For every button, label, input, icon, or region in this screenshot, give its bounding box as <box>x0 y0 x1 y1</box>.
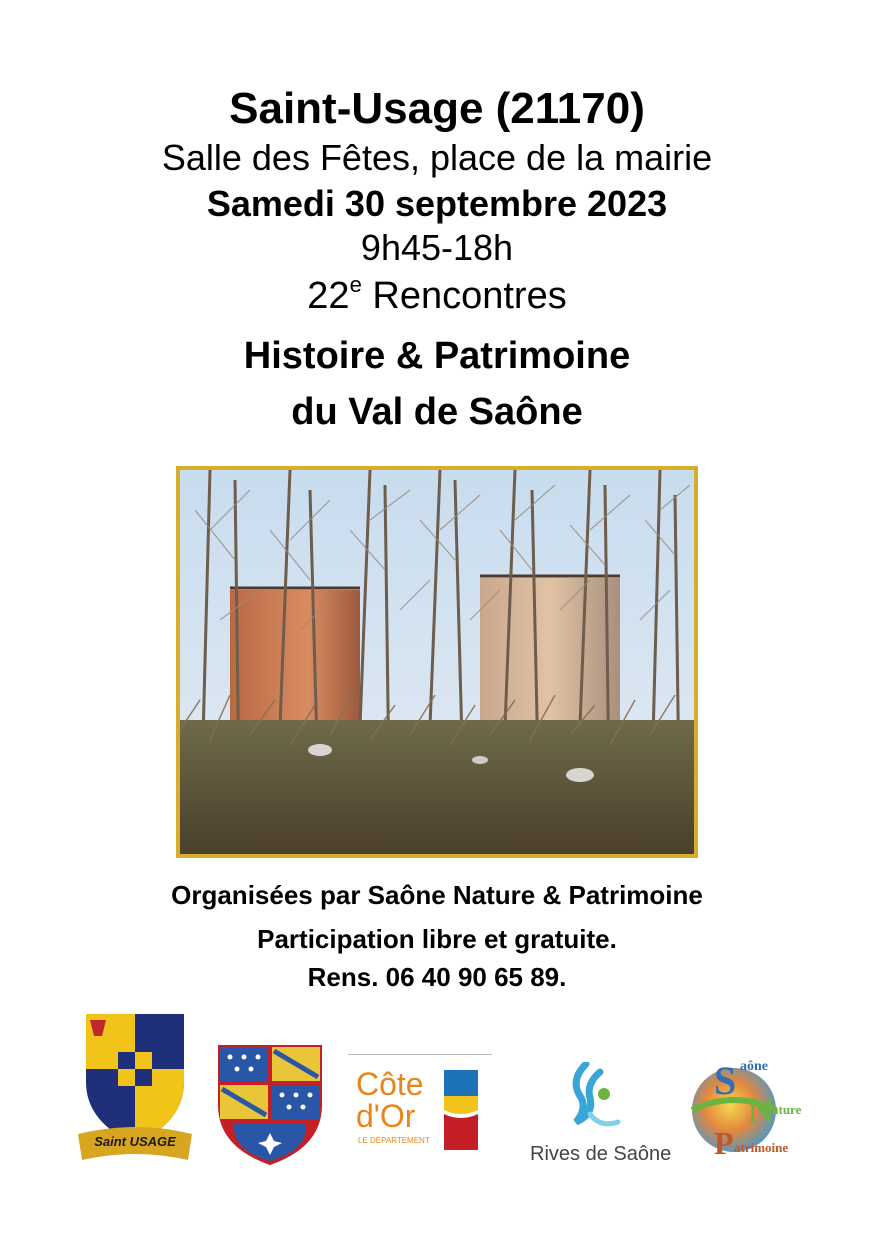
hours-line: 9h45-18h <box>360 227 514 268</box>
contact-line: Rens. 06 40 90 65 89. <box>307 962 567 992</box>
rives-de-saone-label: Rives de Saône <box>530 1143 672 1165</box>
edition-line <box>0 272 874 320</box>
event-title-line1: Histoire & Patrimoine <box>243 335 631 377</box>
participation-line: Participation libre et gratuite. <box>257 924 617 954</box>
event-title-line2: du Val de Saône <box>291 391 583 433</box>
cote-dor-flag-icon <box>444 1070 478 1150</box>
date-line: Samedi 30 septembre 2023 <box>206 183 668 224</box>
snp-n-letter: N <box>748 1090 774 1130</box>
cote-dor-logo <box>348 1054 492 1158</box>
cote-dor-subtitle: LE DÉPARTEMENT <box>358 1136 430 1145</box>
snp-saone-text: aône <box>740 1059 768 1074</box>
rives-de-saone-logo <box>526 1062 672 1172</box>
edition-suffix: e <box>349 272 362 297</box>
cote-dor-rule <box>348 1054 492 1055</box>
saint-usage-logo-text: Saint USAGE <box>94 1134 176 1149</box>
town-heading: Saint-Usage (21170) <box>229 84 645 133</box>
cote-dor-line2: d'Or <box>356 1098 416 1134</box>
rives-wave-icon <box>560 1062 624 1138</box>
burgundy-arms-logo <box>214 1043 326 1167</box>
snp-nature-text: ature <box>772 1102 802 1117</box>
venue-line: Salle des Fêtes, place de la mairie <box>161 137 713 178</box>
cote-dor-line1: Côte <box>356 1066 424 1102</box>
snp-s-letter: S <box>714 1058 737 1103</box>
saone-nature-patrimoine-logo <box>684 1050 824 1168</box>
edition-number: 22 <box>307 275 350 317</box>
organizer-line: Organisées par Saône Nature & Patrimoine <box>171 880 703 910</box>
saint-usage-logo <box>76 1012 194 1172</box>
edition-label: Rencontres <box>372 275 567 317</box>
water-towers-photo <box>176 466 698 858</box>
snp-p-letter: P <box>714 1125 734 1161</box>
snp-patrimoine-text: atrimoine <box>734 1140 789 1155</box>
